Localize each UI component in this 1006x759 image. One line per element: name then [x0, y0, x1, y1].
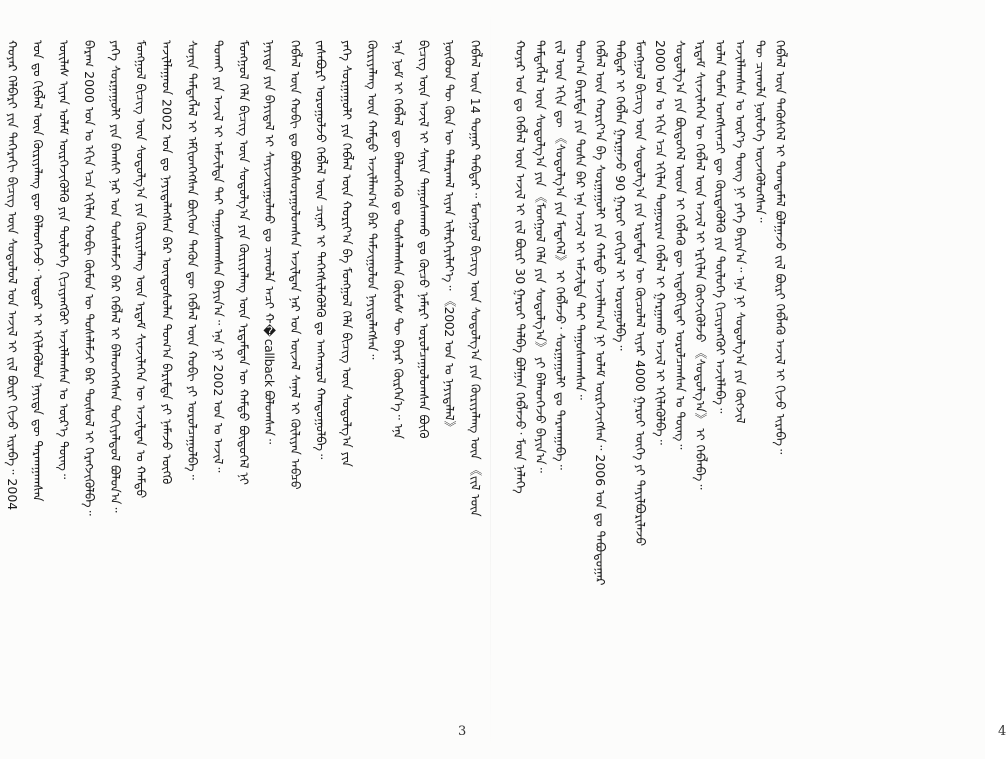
- text-column: ᠡᠨᠡ ᠨᠣᠮ ᠢ ᠬᠡᠪᠯᠡᠯ ᠳᠦ ᠪᠡᠯᠡᠳᠬᠡᠬᠦ ᠳᠤ ᠲᠤᠰᠠᠯᠠᠭᠰᠠᠨ ᠬᠦᠮᠦᠰ ᠲᠦ ᠪᠠᠶᠠᠷ ᠬᠦᠷᠭᠡᠨ᠎ᠡ᠃ ᠡᠨᠡ: [390, 40, 406, 439]
- text-column: ᠡᠷᠳᠡᠮ ᠰᠢᠨᠵᠢᠯᠡᠭᠡᠨ ᠦ ᠬᠡᠪᠯᠡᠯ ᠦᠨ ᠠᠵᠢᠯ ᠢ ᠡᠷᠬᠢᠯᠡᠨ ᠬᠦᠭᠵᠢᠭᠦᠯᠵᠦ 《ᠰᠤᠳᠤᠯᠭ᠎ᠠ》 ᠢ ᠬᠡᠪᠯᠡᠪᠡ᠃: [693, 40, 708, 490]
- text-column: ᠠᠵᠢᠯᠯᠠᠭᠠᠳ 2002 ᠣᠨ ᠳᠤ ᠨᠡᠶᠢᠲᠡᠯᠡᠭᠰᠡᠨ ᠪᠡᠷ ᠦᠨᠳᠦᠰᠦᠯᠡᠨ ᠲᠣᠭ᠎ᠠ ᠪᠠᠷᠢᠮᠲᠠ ᠶᠢ ᠨᠡᠮᠡᠵᠦ ᠥᠭᠬᠦ: [159, 40, 175, 485]
- text-column: ᠲᠤᠬᠠᠢ ᠶᠢᠨ ᠠᠵᠢᠯ ᠢ ᠠᠮᠵᠢᠯᠲᠠ ᠲᠠᠶ ᠳᠠᠭᠤᠰᠬᠠᠭᠰᠠᠨ ᠪᠠᠶᠢᠨ᠎ᠠ᠃ ᠡᠨᠡ ᠨᠢ 2002 ᠣᠨ ᠤ ᠠᠵᠢᠯ᠃: [210, 40, 226, 473]
- left-page: [0, 0, 490, 759]
- text-column: ᠲᠣᠭ᠎ᠠ ᠪᠠᠷᠢᠮᠲᠠ ᠶᠢᠨ ᠲᠤᠰᠠ ᠪᠡᠷ ᠡᠨᠡ ᠠᠵᠢᠯ ᠢ ᠠᠮᠵᠢᠯᠲᠠ ᠲᠠᠶ ᠳᠠᠭᠤᠰᠬᠠᠭᠰᠠᠨ᠃: [573, 40, 588, 400]
- text-column: ᠵᠠᠰᠠᠪᠤᠷᠢ ᠣᠷᠤᠭᠤᠯᠵᠤ ᠬᠡᠪᠯᠡᠯ ᠦᠨ ᠴᠢᠨᠠᠷ ᠢ ᠳᠡᠭᠡᠭᠰᠢᠯᠡᠭᠦᠯᠬᠦ ᠳᠤ ᠠᠩᠬᠠᠷᠤᠯ ᠬᠠᠨᠳᠤᠭᠤᠯᠪᠠ᠃: [313, 40, 329, 460]
- text-column: ᠰᠣᠨᠢᠨ ᠲᠡᠮᠳᠡᠭᠯᠡᠯ ᠢ ᠡᠮᠬᠢᠳᠬᠡᠭᠰᠡᠨ ᠪᠥᠭᠡᠳ ᠲᠡᠭᠦᠨ ᠳᠦ ᠬᠡᠪᠯᠡᠯ ᠦᠨ ᠬᠤᠪᠢ ᠶᠢ ᠣᠷᠤᠯᠴᠠᠭᠤᠯᠪᠠ᠃: [185, 40, 201, 480]
- text-column: ᠬᠣᠶᠠᠷ ᠬᠡᠯᠪᠡᠷᠢ ᠶᠢᠨ ᠳᠡᠭᠡᠷᠡᠬᠢ ᠪᠢᠴᠢᠭ᠌ ᠦᠨ ᠰᠤᠳᠤᠯᠤᠯ ᠤᠨ ᠠᠵᠢᠯ ᠢ ᠵᠢᠯ ᠪᠦᠷᠢ ᠬᠢᠵᠦ ᠢᠷᠡᠪᠡ᠃ 2004: [5, 40, 20, 511]
- text-column: ᠮᠣᠩᠭᠣᠯ ᠪᠢᠴᠢᠭ᠌ ᠦᠨ ᠰᠤᠳᠤᠯᠭ᠎ᠠ ᠶᠢᠨ ᠬᠦᠷᠢᠶᠡᠯᠡᠩ ᠦᠨ ᠡᠷᠳᠡᠮ ᠰᠢᠨᠵᠢᠯᠡᠭᠡᠨ ᠦ ᠠᠵᠢᠯᠲᠠᠨ ᠤ ᠬᠠᠮᠲᠤ: [133, 40, 149, 499]
- text-column: ᠳᠡᠪᠲᠡᠷ ᠢ ᠬᠡᠪᠯᠡᠨ ᠭᠠᠷᠭᠠᠵᠤ 90 ᠭᠠᠷᠤᠢ ᠵᠣᠬᠢᠶᠠᠯ ᠢ ᠣᠷᠤᠭᠤᠯᠪᠠ᠃: [613, 40, 628, 351]
- text-column: ᠣᠯᠠᠨ ᠲᠤᠮᠡᠨ ᠤᠩᠰᠢᠭᠴᠢ ᠳᠦ ᠬᠦᠷᠳᠡᠭᠦᠯᠬᠦ ᠶᠢᠨ ᠲᠥᠯᠦᠭᠡ ᠬᠢᠴᠢᠶᠡᠩᠭᠦᠢ ᠠᠵᠢᠯᠯᠠᠪᠠ᠃: [713, 40, 728, 414]
- text-column: ᠲᠦ ᠴᠢᠬᠤᠯᠠ ᠨᠥᠯᠦᠭᠡ ᠦᠵᠡᠭᠦᠯᠦᠭᠰᠡᠨ᠃: [753, 40, 768, 223]
- page-number: 4: [998, 724, 1006, 739]
- right-page: [490, 0, 1006, 759]
- text-column: ᠬᠡᠪᠯᠡᠯ ᠦᠨ ᠬᠣᠷᠢᠶ᠎ᠠ ᠪᠠ ᠰᠤᠷᠭᠠᠭᠤᠯᠢ ᠶᠢᠨ ᠬᠠᠮᠲᠤ ᠠᠵᠢᠯᠯᠠᠭ᠎ᠠ ᠨᠢ ᠤᠯᠠᠮ ᠥᠷᠭᠡᠵᠢᠭᠰᠡᠨ᠃ 2006 ᠣᠨ ᠳᠤ ᠲᠠᠪᠤᠳᠤᠭᠠᠷ: [593, 40, 608, 586]
- text-column: ᠶᠡᠬᠡ ᠰᠤᠷᠭᠠᠭᠤᠯᠢ ᠶᠢᠨ ᠪᠠᠭᠰᠢ ᠨᠠᠷ ᠤᠨ ᠲᠤᠰᠠᠯᠠᠮᠵᠢ ᠪᠡᠷ ᠬᠡᠪᠯᠡᠯ ᠢ ᠪᠡᠯᠡᠳᠬᠡᠭᠰᠡᠨ ᠲᠣᠬᠢᠶᠠᠯᠳᠤᠯ ᠪᠣᠯᠣᠨ᠎ᠠ᠃: [107, 40, 123, 513]
- text-column: ᠨᠡᠶᠢᠲᠡ ᠶᠢᠨ ᠪᠠᠶᠢᠳᠠᠯ ᠢ ᠰᠠᠶᠢᠵᠢᠷᠠᠭᠤᠯᠬᠤ ᠳᠤ ᠴᠢᠬᠤᠯᠠ ᠠᠴᠢ ᠬ�callback ᠪᠣᠯᠤᠭᠰᠠᠨ᠃: [262, 40, 278, 445]
- text-column: ᠬᠡᠪᠯᠡᠯ ᠦᠨ ᠲᠡᠭᠦᠰᠬᠡᠯ ᠢ ᠲᠣᠭᠲᠠᠮᠠᠯ ᠪᠣᠯᠭᠠᠵᠤ ᠵᠢᠯ ᠪᠦᠷᠢ ᠬᠡᠪᠯᠡᠬᠦ ᠠᠵᠢᠯ ᠢ ᠬᠢᠵᠦ ᠢᠷᠡᠪᠡ᠃: [773, 40, 788, 455]
- text-column: [792, 40, 809, 80]
- text-column: ᠣᠨ ᠳᠤ ᠬᠢᠪᠯᠡᠯ ᠦᠨ ᠬᠦᠷᠢᠶᠡᠯᠡᠩ ᠳᠦ ᠪᠡᠯᠡᠳᠬᠡᠵᠦ᠂ ᠤᠳᠤᠷ ᠢ ᠡᠬᠢᠯᠡᠭᠦᠯᠦᠨ ᠨᠡᠶᠢᠲᠡ ᠳᠦ ᠲᠠᠷᠬᠠᠭᠠᠭᠰᠠᠨ: [30, 40, 46, 502]
- right-page-text-columns: [512, 40, 982, 712]
- page-number: 3: [458, 724, 467, 739]
- text-column: ᠪᠠᠷᠠᠭ 2000 ᠣᠨ ᠤ ᠡᠬᠢᠨ ᠡᠴᠡ ᠡᠬᠢᠯᠡᠨ ᠬᠤᠪᠢ ᠬᠦᠮᠦᠨ ᠦ ᠲᠤᠰᠠᠯᠠᠮᠵᠢ ᠪᠡᠷ ᠲᠥᠰᠦᠯ ᠢ ᠬᠡᠷᠡᠭᠵᠢᠭᠦᠯᠪᠡ᠃: [82, 40, 98, 516]
- text-column: ᠨᠥᠬᠥᠳ ᠲᠦ ᠭᠦᠨ ᠦ ᠲᠠᠯᠠᠷᠬᠠᠯ ᠢᠶᠠᠨ ᠢᠯᠡᠷᠬᠡᠶᠢᠯᠡᠶ᠎ᠡ᠃ 《2002 ᠣᠨ ᠤ ᠨᠡᠶᠢᠲᠡᠯᠡᠯ》: [442, 40, 458, 433]
- text-column: ᠵᠢᠯ ᠦᠨ ᠡᠬᠢᠨ ᠳᠦ 《ᠰᠤᠳᠤᠯᠭ᠎ᠠ ᠶᠢᠨ ᠮᠡᠳᠡᠭᠡᠯ》 ᠢ ᠬᠡᠪᠯᠡᠵᠦ᠂ ᠰᠤᠷᠭᠠᠭᠤᠯᠢ ᠳᠤ ᠲᠠᠷᠬᠠᠭᠠᠪᠠ᠃: [553, 40, 568, 470]
- text-column: ᠶᠡᠬᠡ ᠰᠤᠷᠭᠠᠭᠤᠯᠢ ᠶᠢᠨ ᠬᠡᠪᠯᠡᠯ ᠦᠨ ᠬᠣᠷᠢᠶ᠎ᠠ ᠪᠠ ᠮᠣᠩᠭᠣᠯ ᠬᠡᠯᠡ ᠪᠢᠴᠢᠭ᠌ ᠦᠨ ᠰᠤᠳᠤᠯᠭ᠎ᠠ ᠶᠢᠨ: [339, 40, 355, 467]
- text-column: ᠰᠤᠳᠤᠯᠭ᠎ᠠ ᠶᠢᠨ ᠪᠦᠲᠦᠭᠡᠯ ᠦᠳ ᠢ ᠬᠡᠪᠯᠡᠬᠦ ᠳᠦ ᠢᠳᠡᠪᠬᠢᠲᠡᠶ ᠣᠷᠤᠯᠴᠠᠭᠰᠠᠨ ᠤ ᠳᠦᠩ᠃: [673, 40, 688, 450]
- text-column: ᠲᠡᠮᠳᠡᠭᠯᠡᠯ ᠦᠨ ᠰᠤᠳᠤᠯᠭ᠎ᠠ ᠶᠢᠨ 《ᠮᠣᠩᠭᠣᠯ ᠬᠡᠯᠡ ᠶᠢᠨ ᠰᠤᠳᠤᠯᠭ᠎ᠠ》 ᠶᠢ ᠪᠡᠯᠡᠳᠬᠡᠵᠦ ᠪᠠᠶᠢᠨ᠎ᠠ᠃: [533, 40, 548, 473]
- text-column: ᠦᠢᠯᠡᠰ ᠢᠶᠡᠨ ᠤᠯᠠᠮ ᠥᠷᠭᠡᠵᠢᠭᠦᠯᠬᠦ ᠶᠢᠨ ᠲᠥᠯᠦᠭᠡ ᠬᠢᠴᠢᠶᠡᠩᠭᠦᠢ ᠠᠵᠢᠯᠯᠠᠭᠰᠠᠨ ᠤ ᠦᠷ᠎ᠡ ᠳᠦᠩ᠃: [56, 40, 72, 480]
- text-column: ᠪᠢᠴᠢᠭ᠌ ᠦᠨ ᠠᠵᠢᠯ ᠢ ᠰᠠᠶᠢᠨ ᠳᠠᠭᠤᠰᠬᠠᠬᠤ ᠳᠤ ᠬᠦᠴᠦ ᠨᠡᠮᠡᠷᠢ ᠣᠷᠤᠯᠴᠠᠭᠤᠯᠤᠭᠰᠠᠨ ᠪᠦᠬᠦ: [416, 40, 432, 439]
- text-column: ᠠᠵᠢᠯᠯᠠᠭᠰᠠᠨ ᠤ ᠦᠷ᠎ᠡ ᠳᠦᠩ ᠨᠢ ᠶᠡᠬᠡ ᠪᠠᠶᠢᠨ᠎ᠠ᠃ ᠡᠨᠡ ᠨᠢ ᠰᠤᠳᠤᠯᠭ᠎ᠠ ᠶᠢᠨ ᠬᠥᠭᠵᠢᠯ: [733, 40, 748, 424]
- text-column: ᠬᠦᠷᠢᠶᠡᠯᠡᠩ ᠦᠨ ᠬᠠᠮᠲᠤ ᠠᠵᠢᠯᠯᠠᠭ᠎ᠠ ᠪᠡᠷ ᠳᠠᠮᠵᠢᠭᠤᠯᠤᠨ ᠨᠡᠶᠢᠲᠡᠯᠡᠭᠰᠡᠨ᠃: [365, 40, 381, 360]
- text-column: 2000 ᠣᠨ ᠤ ᠡᠬᠢᠨ ᠡᠴᠡ ᠡᠬᠢᠯᠡᠨ ᠲᠤᠭᠤᠷᠢᠭ ᠬᠡᠪᠯᠡᠯ ᠢ ᠭᠠᠷᠭᠠᠬᠤ ᠠᠵᠢᠯ ᠢ ᠡᠬᠢᠯᠡᠭᠦᠯᠪᠡ᠃: [653, 40, 668, 445]
- text-column: ᠬᠣᠶᠠᠷ ᠣᠨ ᠳᠤ ᠬᠡᠪᠯᠡᠯ ᠦᠨ ᠠᠵᠢᠯ ᠢ ᠵᠢᠯ ᠪᠦᠷᠢ 30 ᠭᠠᠷᠤᠢ ᠳᠠᠯᠪᠠ ᠪᠣᠯᠭᠠᠨ ᠬᠡᠪᠯᠡᠵᠦ᠂ ᠮᠥᠨ ᠨᠡᠯᠡᠭᠡ: [513, 40, 528, 494]
- text-column: ᠬᠡᠪᠯᠡᠯ ᠦᠨ ᠬᠤᠪᠢ ᠳᠤ ᠪᠣᠯᠪᠠᠰᠤᠷᠠᠭᠤᠯᠤᠭᠰᠠᠨ ᠠᠵᠢᠯᠲᠠᠨ ᠨᠠᠷ ᠤᠨ ᠦᠵᠡᠯ ᠰᠠᠨᠠᠯ ᠢ ᠬᠦᠯᠢᠶᠡᠨ ᠠᠪᠴᠤ: [287, 40, 303, 490]
- text-column: ᠬᠡᠪᠯᠡᠯ ᠦᠨ 14 ᠳᠤᠭᠠᠷ ᠳᠡᠪᠲᠡᠷ᠃ ᠮᠣᠩᠭᠣᠯ ᠪᠢᠴᠢᠭ᠌ ᠦᠨ ᠰᠤᠳᠤᠯᠭ᠎ᠠ ᠶᠢᠨ ᠬᠦᠷᠢᠶᠡᠯᠡᠩ ᠦᠨ 《ᠵᠢᠯ ᠦᠨ: [467, 40, 483, 517]
- text-column: ᠮᠣᠩᠭᠣᠯ ᠪᠢᠴᠢᠭ᠌ ᠦᠨ ᠰᠤᠳᠤᠯᠭ᠎ᠠ ᠶᠢᠨ ᠡᠷᠳᠡᠮᠲᠡᠨ ᠦ ᠬᠦᠴᠦᠯᠡᠯ ᠢᠶᠡᠷ 4000 ᠭᠠᠷᠤᠢ ᠦᠭᠡ ᠶᠢ ᠲᠠᠶᠢᠯᠪᠤᠷᠢᠯᠠᠵᠤ: [633, 40, 648, 547]
- left-page-text-columns: [4, 40, 484, 712]
- text-column: ᠮᠣᠩᠭᠣᠯ ᠬᠡᠯᠡ ᠪᠢᠴᠢᠭ᠌ ᠦᠨ ᠰᠤᠳᠤᠯᠭ᠎ᠠ ᠶᠢᠨ ᠬᠦᠷᠢᠶᠡᠯᠡᠩ ᠦᠨ ᠡᠷᠳᠡᠮᠲᠡᠨ ᠦ ᠬᠠᠮᠲᠤ ᠪᠦᠲᠦᠭᠡᠯ ᠨᠢ: [236, 40, 252, 485]
